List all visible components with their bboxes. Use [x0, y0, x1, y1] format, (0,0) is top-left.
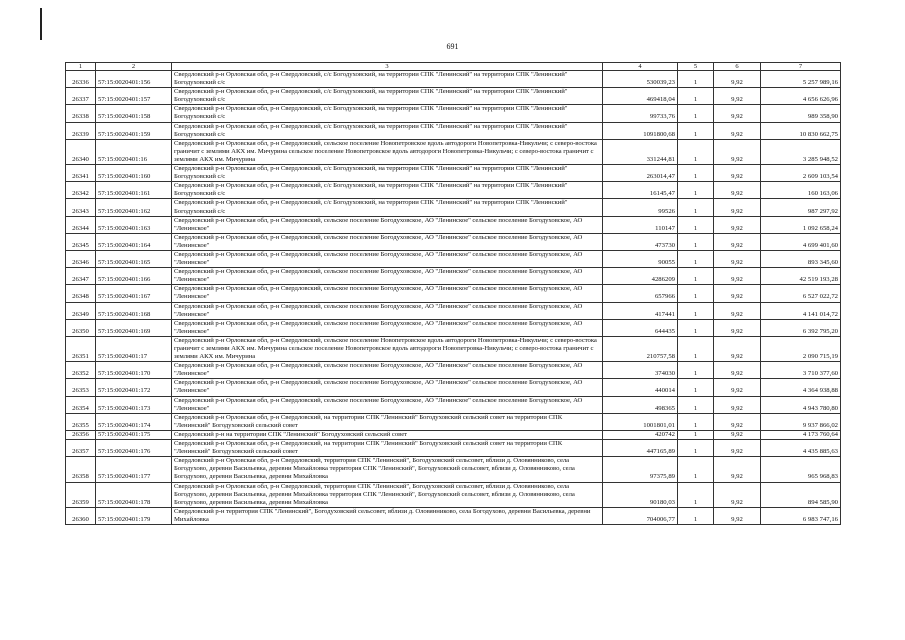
cadastral-value: 2 090 715,19 [761, 336, 841, 361]
table-row [66, 105, 841, 122]
row-number: 26359 [66, 482, 96, 507]
cadastral-table [65, 62, 841, 525]
location-description: Свердловский р-н Орловская обл, р-н Свердловский, сельское поселение Новопетровское вдоль автодороги Новопетровка-Никульчи; с северо-востока граничит с землями АКХ им. Мичурина сельское поселение Новопетровское вдоль автодороги Новопетровка-Никульчи; с северо-востока граничит с землями АКХ им. Мичурина [172, 336, 603, 361]
quantity: 1 [678, 507, 714, 524]
cadastral-number: 57:15:0020401:166 [96, 268, 172, 285]
cadastral-value: 2 609 103,54 [761, 165, 841, 182]
quantity: 1 [678, 482, 714, 507]
row-number: 26352 [66, 362, 96, 379]
area-value: 440014 [603, 379, 678, 396]
cadastral-value: 42 519 193,28 [761, 268, 841, 285]
location-description: Свердловский р-н территория СПК "Ленинский", Богодуховский сельсовет, вблизи д. Оловянниково, села Богодухово, деревни Васильевка, деревни Михайловка [172, 507, 603, 524]
table-row [66, 396, 841, 413]
area-value: 704006,77 [603, 507, 678, 524]
row-number: 26353 [66, 379, 96, 396]
col-header-6: 6 [714, 63, 761, 71]
cadastral-value: 965 968,83 [761, 457, 841, 482]
cadastral-number: 57:15:0020401:176 [96, 440, 172, 457]
quantity: 1 [678, 199, 714, 216]
cadastral-number: 57:15:0020401:156 [96, 71, 172, 88]
cadastral-number: 57:15:0020401:170 [96, 362, 172, 379]
quantity: 1 [678, 88, 714, 105]
rate-value: 9,92 [714, 139, 761, 164]
location-description: Свердловский р-н Орловская обл, р-н Свердловский, сельское поселение Богодуховское, АО "Ленинское" сельское поселение Богодуховское, АО "Ленинское" [172, 379, 603, 396]
table-row [66, 199, 841, 216]
cadastral-value: 4 699 401,60 [761, 233, 841, 250]
col-header-3: 3 [172, 63, 603, 71]
cadastral-number: 57:15:0020401:164 [96, 233, 172, 250]
rate-value: 9,92 [714, 396, 761, 413]
table-row [66, 362, 841, 379]
rate-value: 9,92 [714, 430, 761, 439]
area-value: 417441 [603, 302, 678, 319]
location-description: Свердловский р-н Орловская обл, р-н Свердловский, с/с Богодуховский, на территории СПК "Ленинский" на территории СПК "Ленинский" Богодуховский с/с [172, 122, 603, 139]
area-value: 110147 [603, 216, 678, 233]
cadastral-number: 57:15:0020401:168 [96, 302, 172, 319]
row-number: 26339 [66, 122, 96, 139]
location-description: Свердловский р-н Орловская обл, р-н Свердловский, сельское поселение Богодуховское, АО "Ленинское" сельское поселение Богодуховское, АО "Ленинское" [172, 285, 603, 302]
rate-value: 9,92 [714, 413, 761, 430]
table-row [66, 440, 841, 457]
rate-value: 9,92 [714, 482, 761, 507]
row-number: 26344 [66, 216, 96, 233]
quantity: 1 [678, 216, 714, 233]
cadastral-number: 57:15:0020401:160 [96, 165, 172, 182]
rate-value: 9,92 [714, 122, 761, 139]
cadastral-value: 10 830 662,75 [761, 122, 841, 139]
table-row [66, 139, 841, 164]
table-row [66, 71, 841, 88]
row-number: 26338 [66, 105, 96, 122]
cadastral-number: 57:15:0020401:167 [96, 285, 172, 302]
table-row [66, 88, 841, 105]
rate-value: 9,92 [714, 457, 761, 482]
row-number: 26336 [66, 71, 96, 88]
cadastral-number: 57:15:0020401:173 [96, 396, 172, 413]
location-description: Свердловский р-н Орловская обл, р-н Свердловский, сельское поселение Богодуховское, АО "Ленинское" сельское поселение Богодуховское, АО "Ленинское" [172, 250, 603, 267]
rate-value: 9,92 [714, 199, 761, 216]
quantity: 1 [678, 457, 714, 482]
area-value: 90055 [603, 250, 678, 267]
area-value: 1091800,68 [603, 122, 678, 139]
rate-value: 9,92 [714, 250, 761, 267]
cadastral-number: 57:15:0020401:162 [96, 199, 172, 216]
quantity: 1 [678, 165, 714, 182]
area-value: 498365 [603, 396, 678, 413]
row-number: 26347 [66, 268, 96, 285]
rate-value: 9,92 [714, 336, 761, 361]
area-value: 374030 [603, 362, 678, 379]
table-row [66, 482, 841, 507]
area-value: 263014,47 [603, 165, 678, 182]
cadastral-number: 57:15:0020401:17 [96, 336, 172, 361]
cadastral-value: 4 173 760,64 [761, 430, 841, 439]
cadastral-value: 160 163,06 [761, 182, 841, 199]
area-value: 4286209 [603, 268, 678, 285]
location-description: Свердловский р-н Орловская обл, р-н Свердловский, сельское поселение Богодуховское, АО "Ленинское" сельское поселение Богодуховское, АО "Ленинское" [172, 302, 603, 319]
cadastral-number: 57:15:0020401:174 [96, 413, 172, 430]
cadastral-value: 894 585,90 [761, 482, 841, 507]
cadastral-number: 57:15:0020401:178 [96, 482, 172, 507]
table-row [66, 430, 841, 439]
page-number: 691 [446, 42, 459, 51]
row-number: 26354 [66, 396, 96, 413]
table-row [66, 319, 841, 336]
cadastral-value: 6 527 022,72 [761, 285, 841, 302]
area-value: 16145,47 [603, 182, 678, 199]
location-description: Свердловский р-н Орловская обл, р-н Свердловский, сельское поселение Богодуховское, АО "Ленинское" сельское поселение Богодуховское, АО "Ленинское" [172, 319, 603, 336]
col-header-4: 4 [603, 63, 678, 71]
cadastral-number: 57:15:0020401:165 [96, 250, 172, 267]
quantity: 1 [678, 268, 714, 285]
row-number: 26340 [66, 139, 96, 164]
location-description: Свердловский р-н Орловская обл, р-н Свердловский, сельское поселение Богодуховское, АО "Ленинское" сельское поселение Богодуховское, АО "Ленинское" [172, 268, 603, 285]
cadastral-number: 57:15:0020401:158 [96, 105, 172, 122]
cadastral-value: 4 656 626,96 [761, 88, 841, 105]
quantity: 1 [678, 182, 714, 199]
rate-value: 9,92 [714, 507, 761, 524]
quantity: 1 [678, 71, 714, 88]
table-row [66, 268, 841, 285]
table-row [66, 379, 841, 396]
quantity: 1 [678, 430, 714, 439]
rate-value: 9,92 [714, 88, 761, 105]
rate-value: 9,92 [714, 105, 761, 122]
area-value: 420742 [603, 430, 678, 439]
cadastral-number: 57:15:0020401:16 [96, 139, 172, 164]
row-number: 26349 [66, 302, 96, 319]
quantity: 1 [678, 319, 714, 336]
quantity: 1 [678, 362, 714, 379]
area-value: 97375,89 [603, 457, 678, 482]
location-description: Свердловский р-н Орловская обл, р-н Свердловский, с/с Богодуховский, на территории СПК "Ленинский" на территории СПК "Ленинский" Богодуховский с/с [172, 88, 603, 105]
location-description: Свердловский р-н Орловская обл, р-н Свердловский, сельское поселение Богодуховское, АО "Ленинское" сельское поселение Богодуховское, АО "Ленинское" [172, 233, 603, 250]
row-number: 26348 [66, 285, 96, 302]
location-description: Свердловский р-н Орловская обл, р-н Свердловский, с/с Богодуховский, на территории СПК "Ленинский" на территории СПК "Ленинский" Богодуховский с/с [172, 165, 603, 182]
cadastral-value: 4 141 014,72 [761, 302, 841, 319]
table-row [66, 216, 841, 233]
cadastral-number: 57:15:0020401:172 [96, 379, 172, 396]
table-row [66, 336, 841, 361]
quantity: 1 [678, 302, 714, 319]
quantity: 1 [678, 233, 714, 250]
quantity: 1 [678, 379, 714, 396]
table-row [66, 250, 841, 267]
binding-mark [40, 8, 42, 40]
location-description: Свердловский р-н Орловская обл, р-н Свердловский, сельское поселение Богодуховское, АО "Ленинское" сельское поселение Богодуховское, АО "Ленинское" [172, 216, 603, 233]
row-number: 26358 [66, 457, 96, 482]
quantity: 1 [678, 413, 714, 430]
location-description: Свердловский р-н Орловская обл, р-н Свердловский, с/с Богодуховский, на территории СПК "Ленинский" на территории СПК "Ленинский" Богодуховский с/с [172, 182, 603, 199]
rate-value: 9,92 [714, 362, 761, 379]
table-row [66, 507, 841, 524]
location-description: Свердловский р-н Орловская обл, р-н Свердловский, с/с Богодуховский, на территории СПК "Ленинский" на территории СПК "Ленинский" Богодуховский с/с [172, 71, 603, 88]
location-description: Свердловский р-н Орловская обл, р-н Свердловский, территория СПК "Ленинский", Богодуховский сельсовет, вблизи д. Оловянниково, села Богодухово, деревни Васильевка, деревни Михайловка территория СПК "Ленинский", Богодуховский сельсовет, вблизи д. Оловянниково, села Богодухово, деревни Васильевка, деревни Михайловка [172, 457, 603, 482]
row-number: 26357 [66, 440, 96, 457]
cadastral-number: 57:15:0020401:163 [96, 216, 172, 233]
row-number: 26356 [66, 430, 96, 439]
quantity: 1 [678, 396, 714, 413]
area-value: 1001801,01 [603, 413, 678, 430]
row-number: 26337 [66, 88, 96, 105]
table-row [66, 233, 841, 250]
location-description: Свердловский р-н Орловская обл, р-н Свердловский, с/с Богодуховский, на территории СПК "Ленинский" на территории СПК "Ленинский" Богодуховский с/с [172, 105, 603, 122]
area-value: 473730 [603, 233, 678, 250]
cadastral-value: 893 345,60 [761, 250, 841, 267]
cadastral-value: 4 943 780,80 [761, 396, 841, 413]
quantity: 1 [678, 440, 714, 457]
rate-value: 9,92 [714, 302, 761, 319]
rate-value: 9,92 [714, 233, 761, 250]
quantity: 1 [678, 285, 714, 302]
rate-value: 9,92 [714, 379, 761, 396]
rate-value: 9,92 [714, 319, 761, 336]
table-row [66, 285, 841, 302]
rate-value: 9,92 [714, 216, 761, 233]
col-header-2: 2 [96, 63, 172, 71]
row-number: 26355 [66, 413, 96, 430]
cadastral-number: 57:15:0020401:177 [96, 457, 172, 482]
area-value: 657966 [603, 285, 678, 302]
cadastral-number: 57:15:0020401:161 [96, 182, 172, 199]
location-description: Свердловский р-н Орловская обл, р-н Свердловский, на территории СПК "Ленинский" Богодуховский сельский совет на территории СПК "Ленинский" Богодуховский сельский совет [172, 413, 603, 430]
area-value: 447165,89 [603, 440, 678, 457]
cadastral-value: 6 392 795,20 [761, 319, 841, 336]
header-row [66, 63, 841, 71]
cadastral-value: 989 358,90 [761, 105, 841, 122]
rate-value: 9,92 [714, 268, 761, 285]
cadastral-value: 6 983 747,16 [761, 507, 841, 524]
col-header-1: 1 [66, 63, 96, 71]
row-number: 26346 [66, 250, 96, 267]
location-description: Свердловский р-н Орловская обл, р-н Свердловский, территория СПК "Ленинский", Богодуховский сельсовет, вблизи д. Оловянниково, села Богодухово, деревни Васильевка, деревни Михайловка территория СПК "Ленинский", Богодуховский сельсовет, вблизи д. Оловянниково, села Богодухово, деревни Васильевка, деревни Михайловка [172, 482, 603, 507]
area-value: 644435 [603, 319, 678, 336]
table-row [66, 457, 841, 482]
quantity: 1 [678, 139, 714, 164]
cadastral-value: 1 092 658,24 [761, 216, 841, 233]
location-description: Свердловский р-н Орловская обл, р-н Свердловский, сельское поселение Новопетровское вдоль автодороги Новопетровка-Никульчи; с северо-востока граничит с землями АКХ им. Мичурина сельское поселение Новопетровское вдоль автодороги Новопетровка-Никульчи; с северо-востока граничит с землями АКХ им. Мичурина [172, 139, 603, 164]
cadastral-number: 57:15:0020401:179 [96, 507, 172, 524]
area-value: 469418,04 [603, 88, 678, 105]
row-number: 26351 [66, 336, 96, 361]
rate-value: 9,92 [714, 182, 761, 199]
quantity: 1 [678, 336, 714, 361]
col-header-5: 5 [678, 63, 714, 71]
area-value: 99733,76 [603, 105, 678, 122]
area-value: 331244,81 [603, 139, 678, 164]
cadastral-number: 57:15:0020401:157 [96, 88, 172, 105]
cadastral-value: 3 710 377,60 [761, 362, 841, 379]
location-description: Свердловский р-н Орловская обл, р-н Свердловский, сельское поселение Богодуховское, АО "Ленинское" сельское поселение Богодуховское, АО "Ленинское" [172, 362, 603, 379]
table-row [66, 182, 841, 199]
cadastral-value: 987 297,92 [761, 199, 841, 216]
row-number: 26350 [66, 319, 96, 336]
quantity: 1 [678, 122, 714, 139]
rate-value: 9,92 [714, 165, 761, 182]
row-number: 26345 [66, 233, 96, 250]
area-value: 99526 [603, 199, 678, 216]
location-description: Свердловский р-н Орловская обл, р-н Свердловский, на территории СПК "Ленинский" Богодуховский сельский совет на территории СПК "Ленинский" Богодуховский сельский совет [172, 440, 603, 457]
row-number: 26343 [66, 199, 96, 216]
quantity: 1 [678, 105, 714, 122]
col-header-7: 7 [761, 63, 841, 71]
row-number: 26342 [66, 182, 96, 199]
location-description: Свердловский р-н на территории СПК "Ленинский" Богодуховский сельский совет [172, 430, 603, 439]
cadastral-value: 3 285 948,52 [761, 139, 841, 164]
rate-value: 9,92 [714, 440, 761, 457]
location-description: Свердловский р-н Орловская обл, р-н Свердловский, с/с Богодуховский, на территории СПК "Ленинский" на территории СПК "Ленинский" Богодуховский с/с [172, 199, 603, 216]
cadastral-value: 9 937 866,02 [761, 413, 841, 430]
cadastral-value: 5 257 989,16 [761, 71, 841, 88]
rate-value: 9,92 [714, 71, 761, 88]
cadastral-value: 4 364 938,88 [761, 379, 841, 396]
table-row [66, 165, 841, 182]
cadastral-number: 57:15:0020401:159 [96, 122, 172, 139]
rate-value: 9,92 [714, 285, 761, 302]
row-number: 26341 [66, 165, 96, 182]
location-description: Свердловский р-н Орловская обл, р-н Свердловский, сельское поселение Богодуховское, АО "Ленинское" сельское поселение Богодуховское, АО "Ленинское" [172, 396, 603, 413]
quantity: 1 [678, 250, 714, 267]
table-row [66, 413, 841, 430]
area-value: 210757,58 [603, 336, 678, 361]
area-value: 90180,03 [603, 482, 678, 507]
cadastral-value: 4 435 885,63 [761, 440, 841, 457]
area-value: 530039,23 [603, 71, 678, 88]
table-row [66, 302, 841, 319]
cadastral-number: 57:15:0020401:175 [96, 430, 172, 439]
table-row [66, 122, 841, 139]
row-number: 26360 [66, 507, 96, 524]
cadastral-number: 57:15:0020401:169 [96, 319, 172, 336]
